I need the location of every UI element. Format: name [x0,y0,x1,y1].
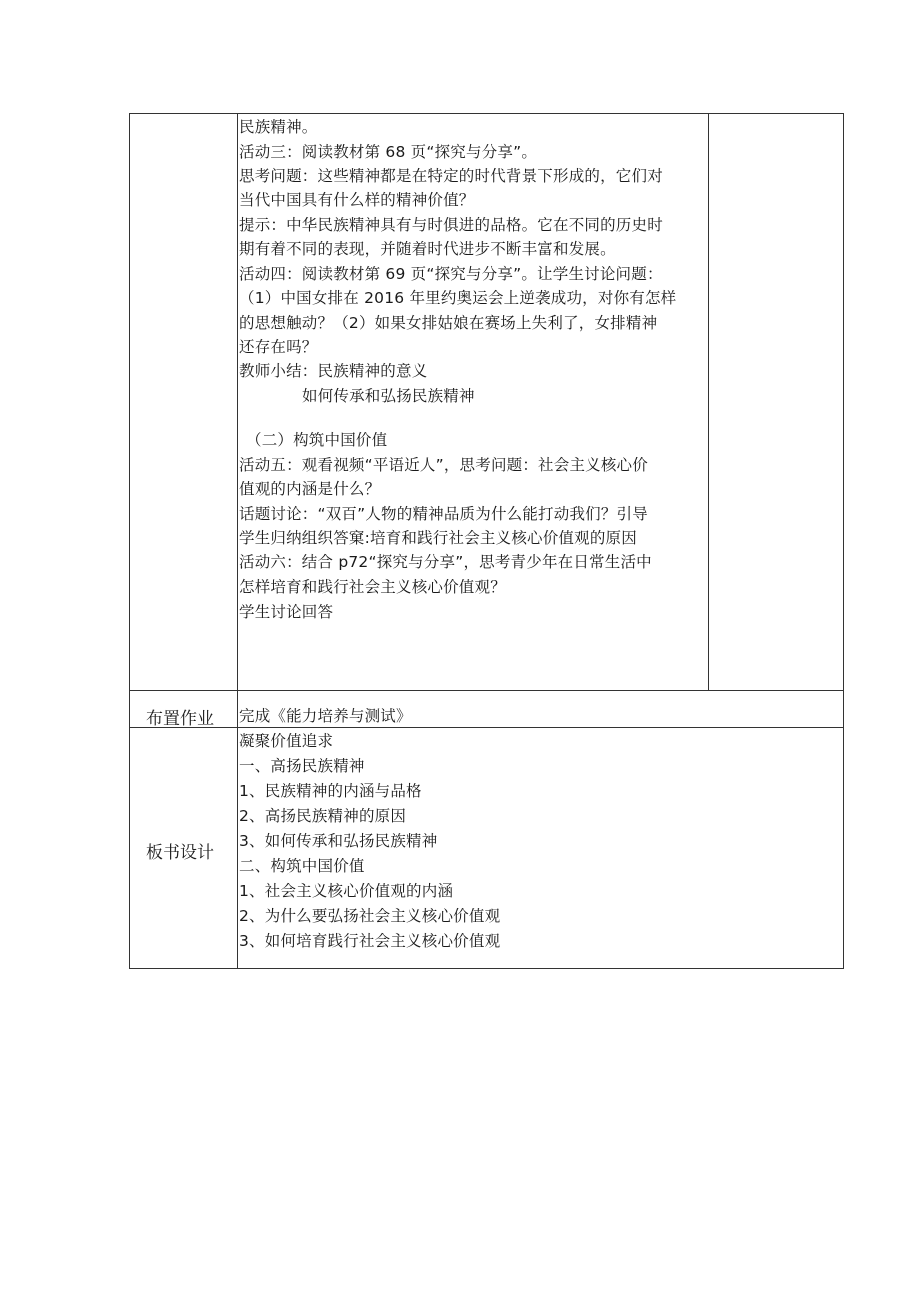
process-line: 的思想触动？（2）如果女排姑娘在赛场上失利了，女排精神 [239,314,658,332]
process-line: （二）构筑中国价值 [246,431,388,449]
process-line: 活动六：结合 p72“探究与分享”，思考青少年在日常生活中 [239,553,652,571]
process-line: 民族精神。 [239,118,318,136]
process-line: 活动三：阅读教材第 68 页“探究与分享”。 [239,143,538,161]
table-notes-column-divider [708,113,709,691]
process-line: 当代中国具有什么样的精神价值？ [239,191,475,209]
board-line: 2、高扬民族精神的原因 [239,807,407,825]
table-border-left [129,113,130,969]
process-line: 活动四：阅读教材第 69 页“探究与分享”。让学生讨论问题： [239,265,663,283]
process-line: 学生归纳组织答窠:培育和践行社会主义核心价值观的原因 [239,529,637,547]
board-label: 板书设计 [146,843,214,863]
process-line: 学生讨论回答 [239,603,334,621]
process-line: 话题讨论：“双百”人物的精神品质为什么能打动我们？引导 [239,505,648,523]
process-line: 值观的内涵是什么？ [239,480,381,498]
process-line: 教师小结：民族精神的意义 [239,362,428,380]
process-line: 思考问题：这些精神都是在特定的时代背景下形成的，它们对 [239,167,663,185]
board-line: 3、如何传承和弘扬民族精神 [239,832,438,850]
homework-label: 布置作业 [146,709,214,729]
board-line: 3、如何培育践行社会主义核心价值观 [239,932,501,950]
process-line: 如何传承和弘扬民族精神 [302,387,475,405]
board-line: 1、社会主义核心价值观的内涵 [239,882,454,900]
process-line: 提示：中华民族精神具有与时俱进的品格。它在不同的历史时 [239,216,663,234]
board-line: 1、民族精神的内涵与品格 [239,782,422,800]
process-line: 期有着不同的表现，并随着时代进步不断丰富和发展。 [239,240,616,258]
homework-content: 完成《能力培养与测试》 [239,707,412,725]
board-line: 二、构筑中国价值 [239,857,365,875]
process-line: （1）中国女排在 2016 年里约奥运会上逆袭成功，对你有怎样 [239,289,677,307]
process-line: 活动五：观看视频“平语近人”，思考问题：社会主义核心价 [239,456,648,474]
board-line: 凝聚价值追求 [239,732,334,750]
board-line: 2、为什么要弘扬社会主义核心价值观 [239,907,501,925]
process-line: 还存在吗？ [239,338,318,356]
table-border-right [843,113,844,969]
table-column-divider [237,113,238,969]
board-line: 一、高扬民族精神 [239,757,365,775]
process-line: 怎样培育和践行社会主义核心价值观？ [239,578,506,596]
